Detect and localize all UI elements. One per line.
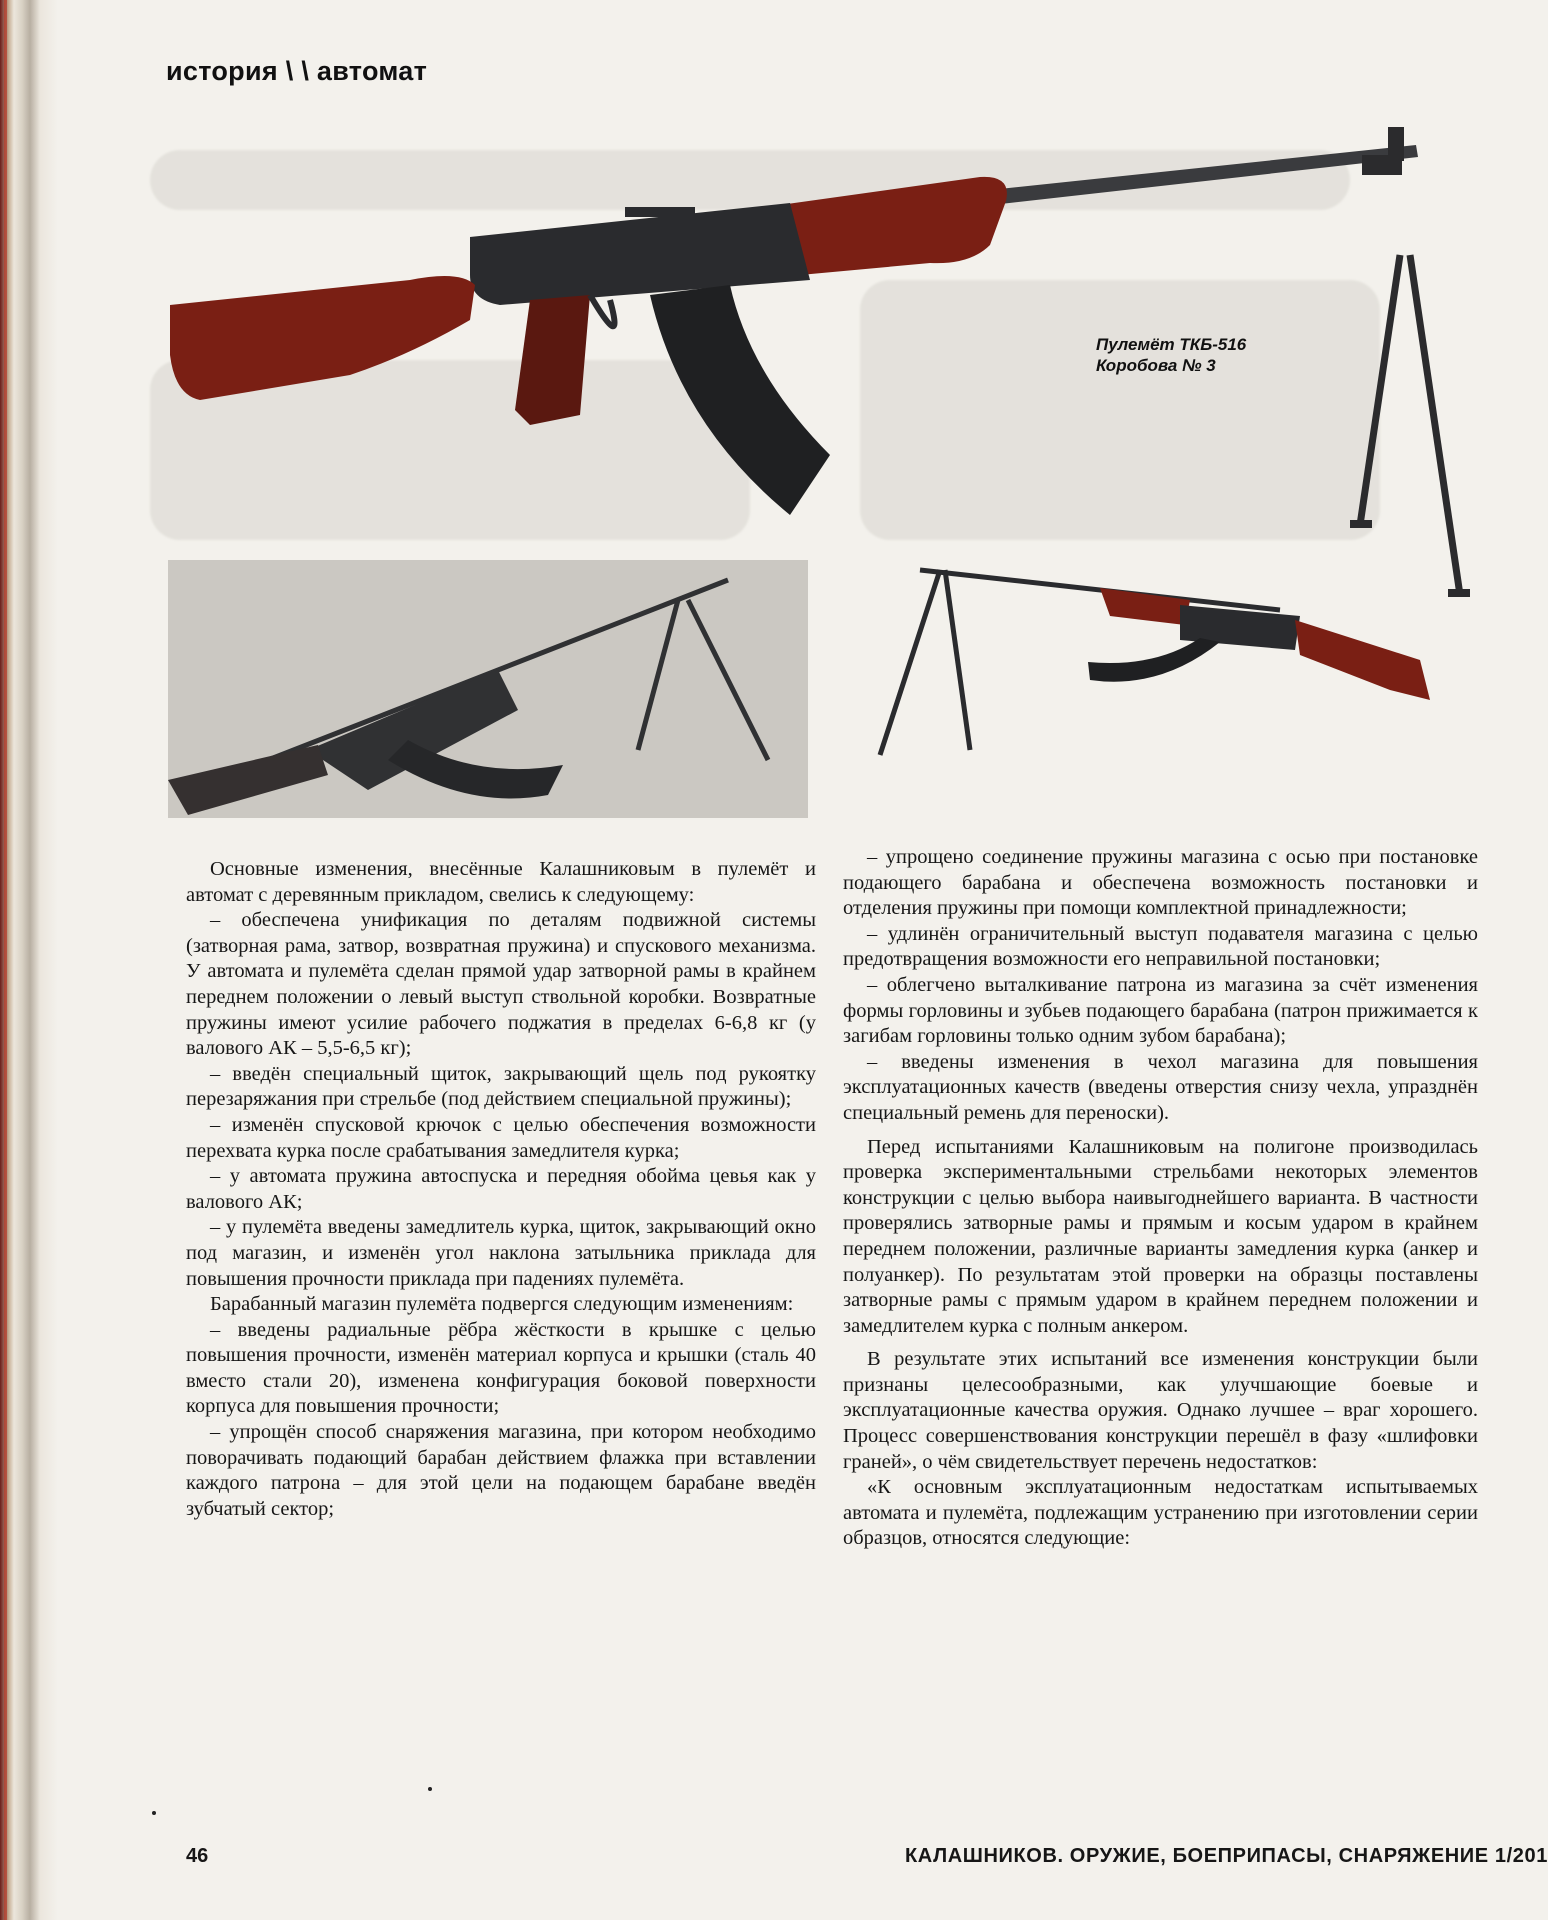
page-spine-edge <box>0 0 58 1920</box>
paragraph: «К основным эксплуатационным недостаткам испытываемых автомата и пулемёта, подлежащим устранению при изготовлении серии образцов, относятся следующие: <box>843 1476 1478 1550</box>
gas-block <box>1362 155 1402 175</box>
article-column-left <box>186 857 816 1522</box>
magazine <box>1088 638 1220 682</box>
section-header: история \ \ автомат <box>166 56 428 86</box>
paragraph: – у пулемёта введены замедлитель курка, щиток, закрывающий окно под магазин, и изменён угол наклона затыльника приклада для повышения прочности приклада при падениях пулемёта. <box>186 1216 816 1290</box>
magazine-title: КАЛАШНИКОВ. ОРУЖИЕ, БОЕПРИПАСЫ, СНАРЯЖЕНИЕ 1/201 <box>905 1845 1548 1867</box>
bipod-leg <box>880 570 940 755</box>
paragraph-gap <box>843 1339 1478 1347</box>
paragraph: – у автомата пружина автоспуска и передняя обойма цевья как у валового АК; <box>186 1165 816 1213</box>
machine-gun-bipod-image <box>860 550 1460 760</box>
figure-caption <box>1096 334 1246 376</box>
magazine <box>388 740 563 798</box>
print-speck <box>428 1787 432 1791</box>
bipod-leg <box>1360 255 1400 525</box>
page-number: 46 <box>186 1845 209 1867</box>
paragraph: – введены изменения в чехол магазина для повышения эксплуатационных качеств (введены отверстия снизу чехла, упразднён специальный ремень для переноски). <box>843 1050 1478 1124</box>
handguard <box>780 177 1007 275</box>
paragraph: – введены радиальные рёбра жёсткости в крышке с целью повышения прочности, изменён материал корпуса и крышки (сталь 40 вместо стали 20), изменена конфигурация боковой поверхности корпуса для повышения прочности; <box>186 1318 816 1418</box>
caption-line: Пулемёт ТКБ-516 <box>1096 335 1247 354</box>
pistol-grip <box>515 295 590 425</box>
paragraph: – упрощён способ снаряжения магазина, при котором необходимо поворачивать подающий барабан действием флажка при вставлении каждого патрона – для этой цели на подающем барабане введён зубчатый сектор; <box>186 1421 816 1520</box>
stock <box>168 745 328 815</box>
receiver <box>470 203 810 305</box>
paragraph: – упрощено соединение пружины магазина с осью при постановке подающего барабана и обеспечена возможность постановки и отделения пружины при помощи комплектной принадлежности; <box>843 846 1478 920</box>
paragraph: – введён специальный щиток, закрывающий щель под рукоятку перезаряжания при стрельбе (под действием специальной пружины); <box>186 1062 816 1111</box>
machine-gun-tkb-516-image <box>170 95 1476 615</box>
paragraph-gap <box>843 1127 1478 1135</box>
paragraph: Перед испытаниями Калашниковым на полигоне производилась проверка экспериментальными стрельбами некоторых элементов конструкции с целью выбора наивыгоднейшего варианта. В частности проверялись затворные рамы и прямым и косым ударом в крайнем переднем положении, различные варианты замедления курка (анкер и полуанкер). По результатам этой проверки на образцы поставлены затворные рамы с прямым ударом в крайнем переднем положении и замедлителем курка с полным анкером. <box>843 1135 1478 1337</box>
bipod-leg <box>638 600 678 750</box>
bipod-leg <box>688 600 768 760</box>
machine-gun-small-image <box>168 560 808 818</box>
stock <box>1295 620 1430 700</box>
magazine <box>650 285 830 515</box>
print-speck <box>152 1811 156 1815</box>
barrel <box>920 570 1280 610</box>
caption-line: Коробова № 3 <box>1096 356 1216 375</box>
bipod-leg <box>1410 255 1460 595</box>
paragraph: – изменён спусковой крючок с целью обеспечения возможности перехвата курка после срабатывания замедлителя курка; <box>186 1113 816 1162</box>
stock <box>170 276 475 400</box>
paragraph: – удлинён ограничительный выступ подавателя магазина с целью предотвращения возможности его неправильной постановки; <box>843 922 1478 971</box>
bipod-leg <box>945 570 970 750</box>
paragraph: Барабанный магазин пулемёта подвергся следующим изменениям: <box>210 1293 794 1316</box>
bipod-foot <box>1350 520 1372 528</box>
trigger-guard <box>590 295 615 326</box>
paragraph: – облегчено выталкивание патрона из магазина за счёт изменения формы горловины и зубьев подающего барабана (патрон прижимается к загибам горловины только одним зубом барабана); <box>843 973 1478 1048</box>
article-column-right <box>843 845 1478 1552</box>
machine-gun-small-drawing <box>168 560 808 818</box>
rear-sight <box>625 207 695 217</box>
paragraph: В результате этих испытаний все изменения конструкции были признаны целесообразными, как улучшающие боевые и эксплуатационные качества оружия. Однако лучшее – враг хорошего. Процесс совершенствования конструкции перешёл в фазу «шлифовки граней», о чём свидетельствует перечень недостатков: <box>843 1348 1478 1473</box>
paragraph: – обеспечена унификация по деталям подвижной системы (затворная рама, затвор, возвратная пружина) и спускового механизма. У автомата и пулемёта сделан прямой удар затворной рамы в крайнем переднем положении о левый выступ ствольной коробки. Возвратные пружины имеют усилие рабочего поджатия в пределах 6-6,8 кг (у валового АК – 5,5-6,5 кг); <box>186 909 816 1060</box>
barrel <box>990 145 1418 205</box>
paragraph: Основные изменения, внесённые Калашниковым в пулемёт и автомат с деревянным прикладом, свелись к следующему: <box>186 858 816 906</box>
